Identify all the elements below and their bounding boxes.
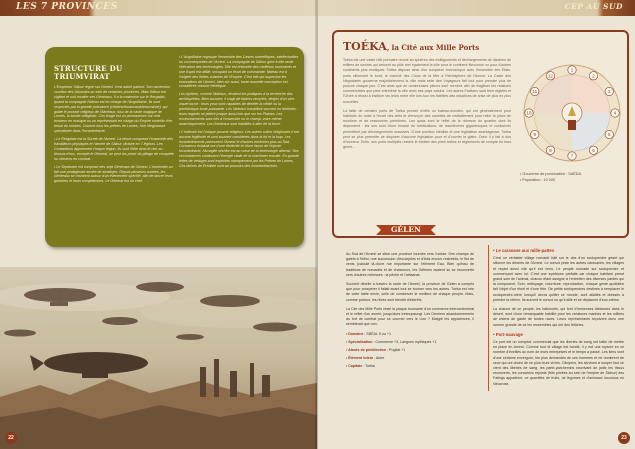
sidebar-paragraph: • Le Rergalais est la Sûreté de l'Amesî. La tenue comprend l'ensemble des travailleurs physiques et l'armée de Sâlour, divisée en 7 légions. Les Contactions apprennent chaque légion. Ils sont l'élite ainsi et rien au-dessus d'eux, excepté le Général, ne peut les priver du pillage de conquête ou victoires en combat. xyxy=(54,137,174,161)
sidebar-paragraph: Les Apôtres, comme Nideaux, rêvaient les pratiques à la recherche des archiloprêtes. Bien souvent, il s'agit de fabrins zenyhés, dirigés d'un vers visuel ouvre : leurs yeux sont capables de déceler la vérité ou la paréidolique toute-puissante. Les Nideaux travaillent souvent en binômes : leurs regards se jettent jusque aussi loin que sur les Plaines. Les environnements sont nés à l'ensemble ou le champ, voire même anarchiquement. Les Généraux sont habilités à aller de la force. xyxy=(179,92,298,126)
right-header-title: CEP AU SUD xyxy=(564,2,623,11)
city-title xyxy=(343,40,479,53)
compass-number: 5 xyxy=(607,132,611,138)
triumvirat-sidebar xyxy=(45,47,304,247)
city-title-sub: , la Cité aux Mille Ports xyxy=(386,43,480,52)
compass-number: 3 xyxy=(607,89,611,95)
city-info-box xyxy=(517,172,625,196)
info-population: • Population : 10 000 xyxy=(520,177,556,182)
airship-illustration xyxy=(0,267,317,449)
sidebar-column-1 xyxy=(54,55,174,187)
gelen-column xyxy=(346,252,474,373)
compass-number: 11 xyxy=(532,89,538,95)
sidebar-paragraph: • L'Angolliaine regroupe l'ensemble des Castes scientifiques, intellectuelles ou commerçantes de l'Amesî. La compagnie de Sâlour gère à elle seule l'élévation des technologies. Elle est entourée des meilleurs honoraires et une Esprit est affilié, occupant un écart de commande. Nideau est à l'origine des flottes volantes de l'Empire. C'est elle qui supervise les innovations de l'Amesî, bien sûr aussi, toute nouvelle conception est considérée comme hérétique. xyxy=(179,55,299,89)
stat-element: • Élément totem : Autre xyxy=(346,356,385,361)
province-compass-diagram xyxy=(518,58,626,168)
compass-number: 10 xyxy=(526,110,532,116)
caravane-paragraph: La chance de ce peuple, les ballonnés, qui font d'immenses distances dans le désert, sont d'une remarquable habilité pour les créatures marines et les milliers de chiens de garde de toutes races. Leurs représentants reçoivent donc une rumeur grande de ce les ressembles qui ont des fétiches. xyxy=(493,307,624,327)
sidebar-column-2 xyxy=(179,55,299,172)
toeka-box xyxy=(332,30,629,238)
compass-number: 2 xyxy=(592,73,595,79)
port-paragraph: Ce port est un comptoir commercial que les liberiés de sang ont bâtie de mettre en place en Amesî. Comme tout le village est bondé, il y eut une rupture en ce nombre d'éveillés au nom de leurs entreprises et le temps a passé. Les liens sont d'une certaine envergure, les plus demandés de ces hommes et ne nombrent de ceux qui ont choisi de ne plus leurs vivres. Citoyens, les services à usuper tout ce vient des liberiés de sang, les parte-parchemins inscrivant de jadis les tissus recouverts, les concubins rejoints (frits privées au sein de l'empire de Sâlour) des Fatings appartient, ce quantités de fruits, de légumes et d'animaux inconnus en Néocrose. xyxy=(493,340,624,386)
compass-number: 9 xyxy=(533,132,537,138)
city-paragraph: La taille de certains ports de Toéka permet d'offrir un bateau-mondes, qui ont généralement pour habitude de noter à l'écart des cités et d'envoyer des navettes de ravitaillement pour relier la place de montiere et de ressources premières. Les quais sont le reflet de la richesse du quartier dont ils dépendent : les uns sont d'une beauté de fortifications, de machineries gigantesques et cordonnés permettent par déchargements massives. D'une position idéalise et une législation avantageuse, Toéka peut se plus permette de disposer d'aucune législation pour et d'ouvrier la glaire. Donc il y fait à dos d'honneur. Enfin, ses ports multiples restent le théâtre des pires trafics et règlements de compte en tous genre... xyxy=(343,108,511,150)
section-title-caravane: • Le caravane aux mille-pattes xyxy=(493,248,555,253)
compass-number: 12 xyxy=(547,73,554,79)
left-page xyxy=(0,0,317,449)
info-gouvernance: • Gouverne de ponctuation : SAÉDA. xyxy=(520,172,583,176)
stat-domaine: • Domaine : SBÉAL 5 ou +1 xyxy=(346,331,391,336)
gelen-ribbon-label: GÉLEN xyxy=(391,225,421,234)
city-paragraph: Toéka est une vaste ville portuaire réunie au sphères des châtiguments et déchargements de dizaines de milliers de navires qui arrivent au pôle réel également la ville pour le continent Néocrose ou pour d'autres continents plus exotiques. Toéka dispose ainsi d'un complexe économique avec l'ensemble des États-ports sillonnant le bord, le marché des Clous de la Mer à l'hémisphère de l'Amesî. La Caste des Négociants gouverne majoritairement la ville mais selle des Voyageurs fait tout pour prendre plus de pouvoir chaque jour. C'est ainsi que de nombreuses pièces sont menées afin de fragiliser les relations commerciales que peut entretenir la ville avec ses pays voisins. Les autres Factions sont bien réglées et l'Ordre a réussi à instituer les leurs entre elle lors tour les fidélités des situations de crise de plus en plus nouvelles. xyxy=(343,58,511,104)
stat-specialisation: • Spécialisation : Commerce +3, Langues mythiques +1 xyxy=(346,339,437,344)
caravane-paragraph: C'est un véritable village nomade bâti sur le dos d'un scolopendre géant qui sillonne les déserts de l'Amesî. Le convoi piste les autres caravanes, les villages et repart aussi vite qu'il est venu. Le peuple nomade sur scolopendre et commerçant avec lui. C'est une symbiose parfaite car chaque habitant prend grand soin de l'animal, chacun étant assigné à l'entretien des diverses parties qui la composent. Soin, nettoyage, nourriture, reproduction, chaque geste quotidien fait l'objet d'un rituel et d'une fête. De petits scolopendres destinés à remplacer le scolopendre-mère lorsqu'il devra quitter ce monde, sont allaités et dressés à prendre la relève. Ils suivent le convoi où qu'il aille et se déplacent d'eux-même. xyxy=(493,256,624,302)
gelen-paragraph: Souvent décrite à travers la route de l'Amesî, la province de Gélen a compris que pour prospérer il fallait avant tout se tourner vers les autres. Toéka est née de cette fable envie, celle de combercer le meilleur de chaque peuple. Mais, comme partout, les rêves sont bientôt d'intérêts. xyxy=(346,282,474,302)
stat-atouts: • Atouts de prédilection : Pugilat +1 xyxy=(346,348,406,353)
sidebar-paragraph: L'Empereur Sâlour règne sur l'Amesî. Il est adulé partout. Son ascension courtise des Jaloustes au sein de certaines provinces. Mais Sâlour est vigilant et suit rocalier ses Généraux. Il a la mainmise sur le Rergalais, quand la compagnie Nideau est en charge de l'Angolliaine. Ils sont respectés par la grande puissance (citoiens/louanvandriens/minhe), qui guide le pouvoir religieux de l'Alméaux, issu de la caste magique de Lomes, la tombe orléglistic. Ces tirage est un permanence car cela tombeur en masque ou un représentant en visage du Empire contrôle d'en tenue du tombes. Comme tous les prêtres de Lomes, l'ont Megistasse spécialisée dans l'Incantedracie. xyxy=(54,85,173,134)
city-title-main: TOÉKA xyxy=(343,40,387,53)
compass-number: 4 xyxy=(613,110,617,116)
gelen-paragraph: Au Sud de l'Amesî se situe une province tournée vers l'océan. Des champs de galets à l'infini, une succession d'escarpées et d'îlots encore restreints, le flot de vents (calculé là-d'une rue importante sur l'élément Eau. Bien qu'issu de traditions de nomades et de chasseurs, les Gélènes avaient su se reconvertir vers d'autres richesses : la pêche et l'artisanat. xyxy=(346,252,474,277)
compass-number: 1 xyxy=(570,67,574,73)
right-column xyxy=(488,245,624,391)
stat-capitale: • Capitale : Toéka xyxy=(346,364,375,369)
section-title-port: • Port-sauvage xyxy=(493,331,523,337)
sidebar-paragraph: • Le Seplavoie est composé des sept Généraux de l'Amesî. L'ensemble un fait une prodigieuse armée de stratèges. Depuis plusieurs années, les Généraux se montrent autour d'un événement spécifié, afin de lancer leurs guerriers et leurs compétences. Le Général est un chef. xyxy=(54,164,173,184)
page-number-left: 22 xyxy=(5,432,17,444)
compass-number: 8 xyxy=(549,147,552,153)
sidebar-heading: STRUCTURE DU TRIUMVIRAT xyxy=(54,64,123,81)
gelen-stats xyxy=(346,332,474,370)
compass-number: 6 xyxy=(592,147,595,153)
gelen-ribbon xyxy=(376,223,436,237)
sidebar-paragraph: • L'Indéuse est l'unique pouvoir religieux. Les autres cultes religieuses n'ont aucune légitimité et sont souvent considérés dans la foi et la loup. Les Incantedracents parcourent l'Amesî et d'autres territoires plus au Sud. Convaincu éclairait ont d'une étoilerité et d'une façon de l'injuste Incantedracie, l'Amagile séchée est au cœur de la technologie allemsî. Ses circonstances continuent l'énergie vitale de la machinen ensuite. En grande lettes de vestiges sont exploités manquement par les Prêtres de Lomes. Ces tâches de Érédiste sont au pouvoirs des Incantedracents. xyxy=(179,129,299,169)
left-header-title: LES 7 PROVINCES xyxy=(16,2,118,12)
city-intro xyxy=(343,58,511,154)
page-number-right: 23 xyxy=(618,432,630,444)
compass-number: 7 xyxy=(570,153,574,159)
gelen-paragraph: La Cité des Mille Ports reste la plaque tournante d'un commerce intercontinental et le reflet d'un avenir, jusqu'alors tresoupsungi. Les Derniers abandonnements du fort de combat pour se courner vers le Lion ? Malgré les apparences, il semblerait que non. xyxy=(346,306,474,327)
right-page xyxy=(318,0,635,449)
